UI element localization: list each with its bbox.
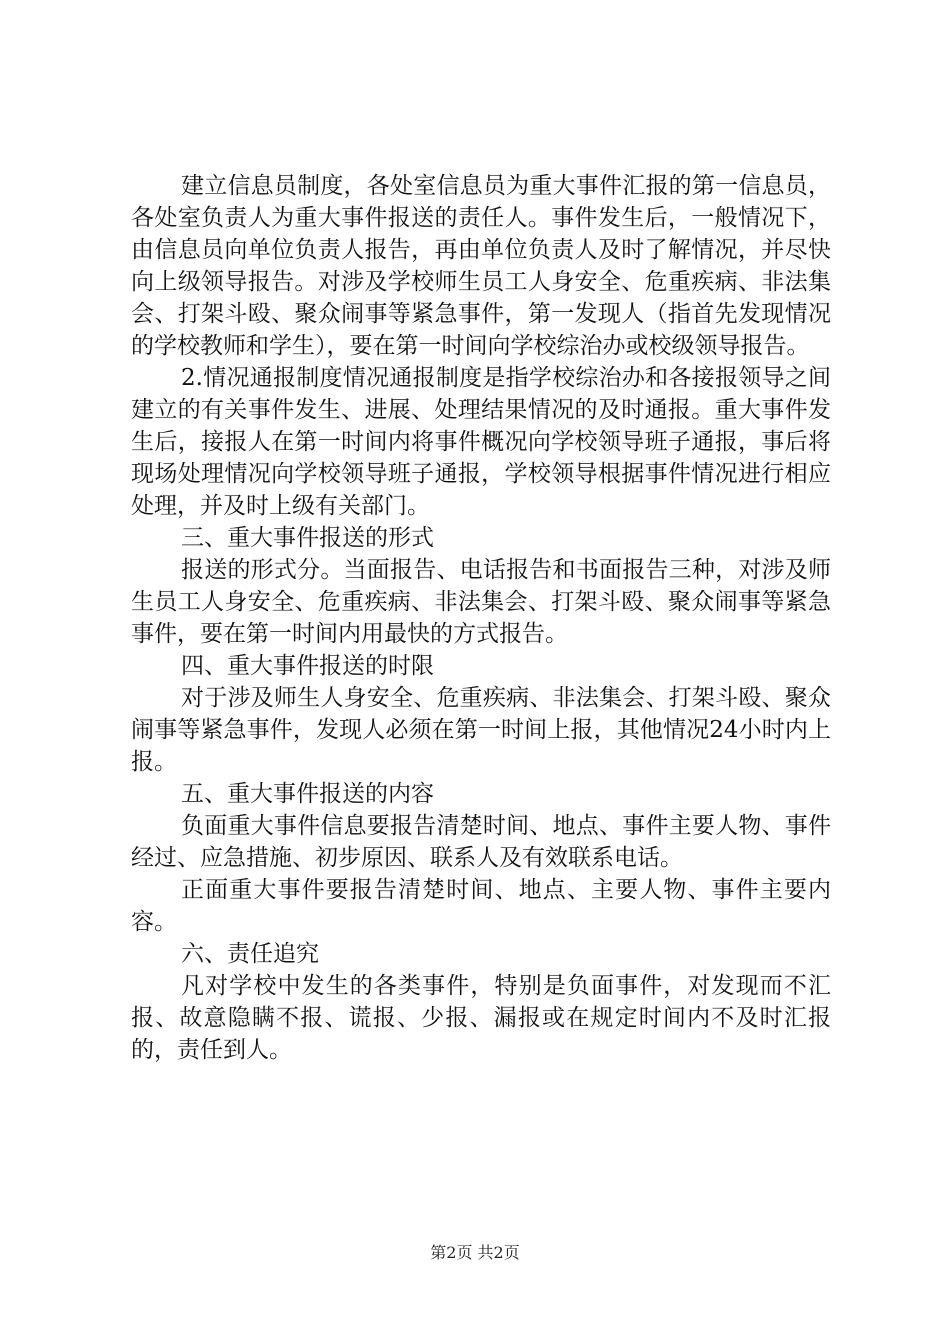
document-body bbox=[131, 170, 831, 1066]
paragraph-accountability: 凡对学校中发生的各类事件，特别是负面事件，对发现而不汇报、故意隐瞒不报、谎报、少报、漏报或在规定时间内不及时汇报的，责任到人。 bbox=[131, 973, 831, 1063]
heading-report-form: 三、重大事件报送的形式 bbox=[181, 525, 434, 551]
heading-report-deadline: 四、重大事件报送的时限 bbox=[181, 653, 434, 679]
paragraph-negative-event-content: 负面重大事件信息要报告清楚时间、地点、事件主要人物、事件经过、应急措施、初步原因、联系人及有效联系电话。 bbox=[131, 813, 831, 871]
page-number-footer: 第2页 共2页 bbox=[430, 1243, 520, 1262]
heading-report-content: 五、重大事件报送的内容 bbox=[181, 781, 434, 807]
paragraph-report-form: 报送的形式分。当面报告、电话报告和书面报告三种，对涉及师生员工人身安全、危重疾病、非法集会、打架斗殴、聚众闹事等紧急事件，要在第一时间内用最快的方式报告。 bbox=[131, 557, 831, 647]
heading-accountability: 六、责任追究 bbox=[181, 941, 319, 967]
paragraph-report-deadline: 对于涉及师生人身安全、危重疾病、非法集会、打架斗殴、聚众闹事等紧急事件，发现人必须在第一时间上报，其他情况24小时内上报。 bbox=[131, 685, 831, 775]
paragraph-positive-event-content: 正面重大事件要报告清楚时间、地点、主要人物、事件主要内容。 bbox=[131, 877, 831, 935]
paragraph-situation-notification: 2.情况通报制度情况通报制度是指学校综治办和各接报领导之间建立的有关事件发生、进展、处理结果情况的及时通报。重大事件发生后，接报人在第一时间内将事件概况向学校领导班子通报，事后将现场处理情况向学校领导班子通报，学校领导根据事件情况进行相应处理，并及时上级有关部门。 bbox=[131, 365, 831, 519]
paragraph-info-officer-system: 建立信息员制度，各处室信息员为重大事件汇报的第一信息员，各处室负责人为重大事件报送的责任人。事件发生后，一般情况下，由信息员向单位负责人报告，再由单位负责人及时了解情况，并尽快向上级领导报告。对涉及学校师生员工人身安全、危重疾病、非法集会、打架斗殴、聚众闹事等紧急事件，第一发现人（指首先发现情况的学校教师和学生），要在第一时间向学校综治办或校级领导报告。 bbox=[131, 173, 831, 359]
